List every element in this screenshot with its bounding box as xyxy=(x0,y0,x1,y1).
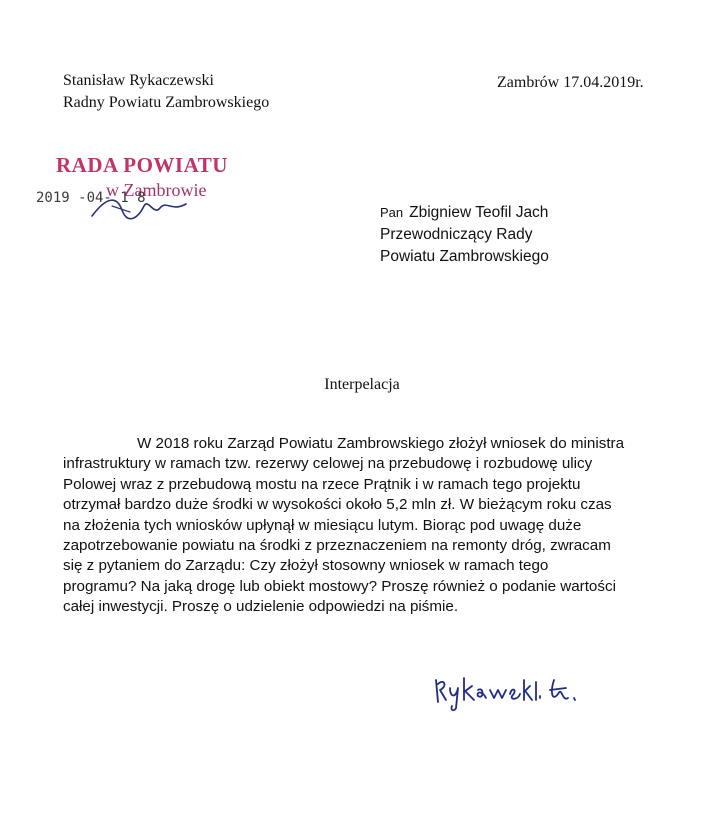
body-line: całej inwestycji. Proszę o udzielenie odpowiedzi na piśmie. xyxy=(63,598,459,616)
body-line: otrzymał bardzo duże środki w wysokości około 5,2 mln zł. W bieżącym roku czas xyxy=(63,496,612,514)
recipient-body: Powiatu Zambrowskiego xyxy=(380,248,549,265)
body-line: się z pytaniem do Zarządu: Czy złożył stosowny wniosek w ramach tego xyxy=(63,557,549,575)
body-line: infrastruktury w ramach tzw. rezerwy celowej na przebudowę i rozbudowę ulicy xyxy=(63,455,593,473)
recipient-role: Przewodniczący Rady xyxy=(380,226,533,243)
recipient-block xyxy=(380,202,549,268)
stamp-subtitle: w Zambrowie xyxy=(106,180,207,200)
sender-name: Stanisław Rykaczewski xyxy=(63,72,214,89)
body-line: na złożenia tych wniosków upłynął w miesiącu lutym. Biorąc pod uwagę duże xyxy=(63,516,582,534)
stamp-received-date: 2019 -04- 1 8 xyxy=(36,190,146,206)
letter-body xyxy=(63,434,656,618)
recipient-name-line xyxy=(380,202,549,224)
stamp-initials-signature xyxy=(82,186,192,226)
sender-title: Radny Powiatu Zambrowskiego xyxy=(63,94,270,111)
letter-subject: Interpelacja xyxy=(324,376,400,393)
sender-block xyxy=(63,70,269,114)
stamp-title: RADA POWIATU xyxy=(56,153,228,177)
body-line: zapotrzebowanie powiatu na środki z przeznaczeniem na remonty dróg, zwracam xyxy=(63,537,611,555)
letter-date: Zambrów 17.04.2019r. xyxy=(497,74,644,91)
body-line: Polowej wraz z przebudową mostu na rzece Prątnik i w ramach tego projektu xyxy=(63,475,581,493)
recipient-name: Zbigniew Teofil Jach xyxy=(409,204,549,221)
handwritten-signature xyxy=(432,672,582,712)
body-line: W 2018 roku Zarząd Powiatu Zambrowskiego złożył wniosek do ministra xyxy=(137,435,625,452)
recipient-prefix: Pan xyxy=(380,205,404,220)
body-line: programu? Na jaką drogę lub obiekt mostowy? Proszę również o podanie wartości xyxy=(63,577,616,595)
